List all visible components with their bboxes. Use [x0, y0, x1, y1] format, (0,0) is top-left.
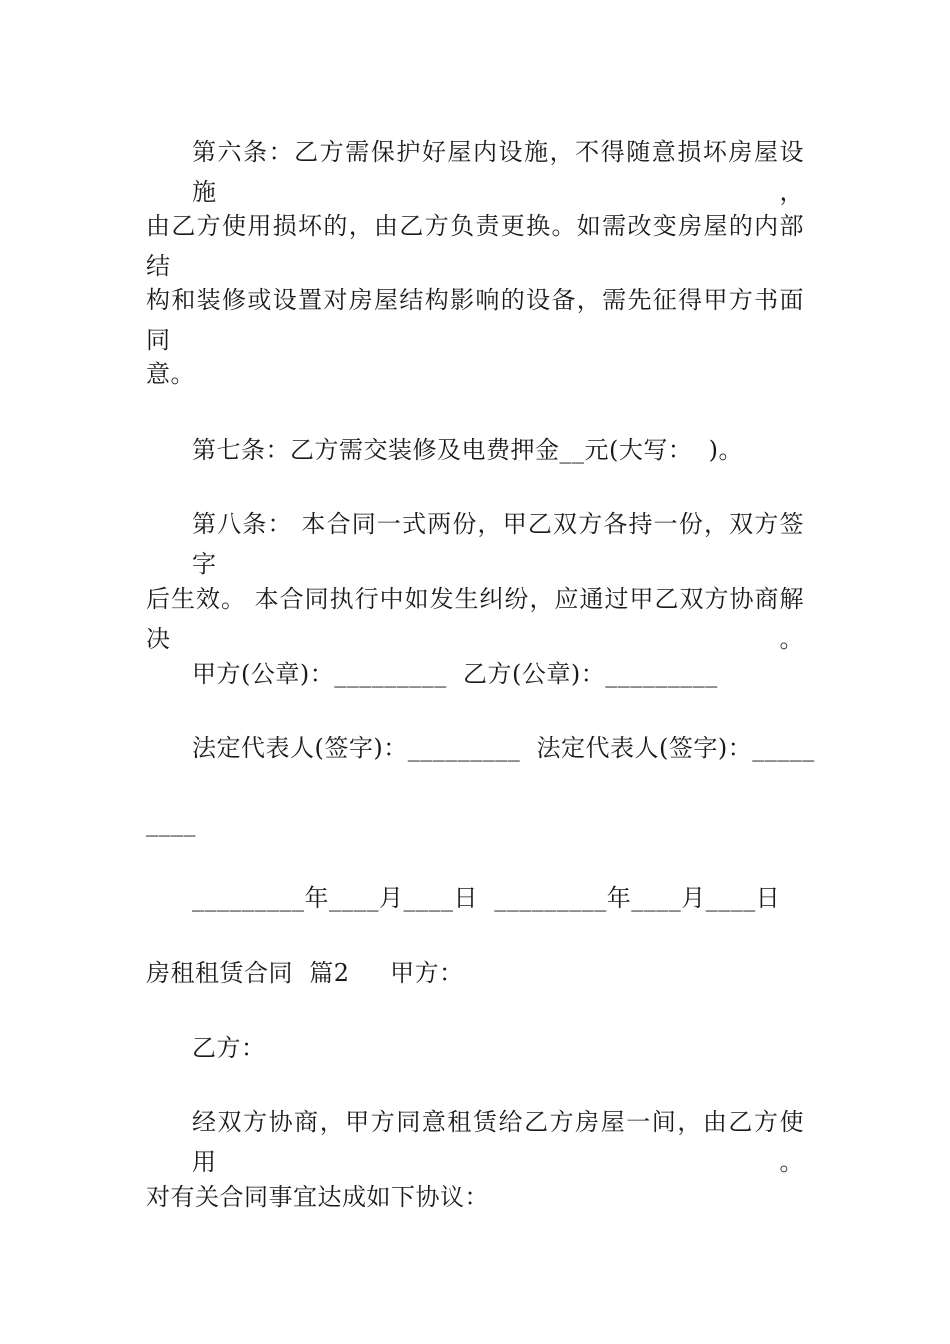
party-b-label: 乙方： — [192, 1034, 266, 1062]
contract-2-heading: 房租租赁合同 篇2 甲方： — [146, 959, 464, 987]
representative-line: 法定代表人(签字)：_________ 法定代表人(签字)：_____ — [192, 734, 815, 762]
article-6-line-3: 构和装修或设置对房屋结构影响的设备，需先征得甲方书面同 — [146, 286, 804, 354]
date-line: _________年____月____日 _________年____月____日 — [192, 884, 781, 912]
agreement-intro-line-2: 对有关合同事宜达成如下协议： — [146, 1183, 489, 1211]
article-8-line-2: 后生效。 本合同执行中如发生纠纷，应通过甲乙双方协商解决。 — [146, 585, 804, 653]
agreement-intro-line-1: 经双方协商，甲方同意租赁给乙方房屋一间，由乙方使用。 — [192, 1108, 804, 1176]
article-6-line-2: 由乙方使用损坏的，由乙方负责更换。如需改变房屋的内部结 — [146, 212, 804, 280]
article-8-line-1: 第八条： 本合同一式两份，甲乙双方各持一份，双方签字 — [192, 510, 804, 578]
article-7: 第七条：乙方需交装修及电费押金__元(大写： )。 — [192, 436, 743, 464]
seal-line: 甲方(公章)：_________ 乙方(公章)：_________ — [192, 660, 718, 688]
article-6-line-4: 意。 — [146, 360, 195, 388]
representative-line-continued: ____ — [146, 809, 196, 837]
article-6-line-1: 第六条：乙方需保护好屋内设施，不得随意损坏房屋设施， — [192, 138, 804, 206]
